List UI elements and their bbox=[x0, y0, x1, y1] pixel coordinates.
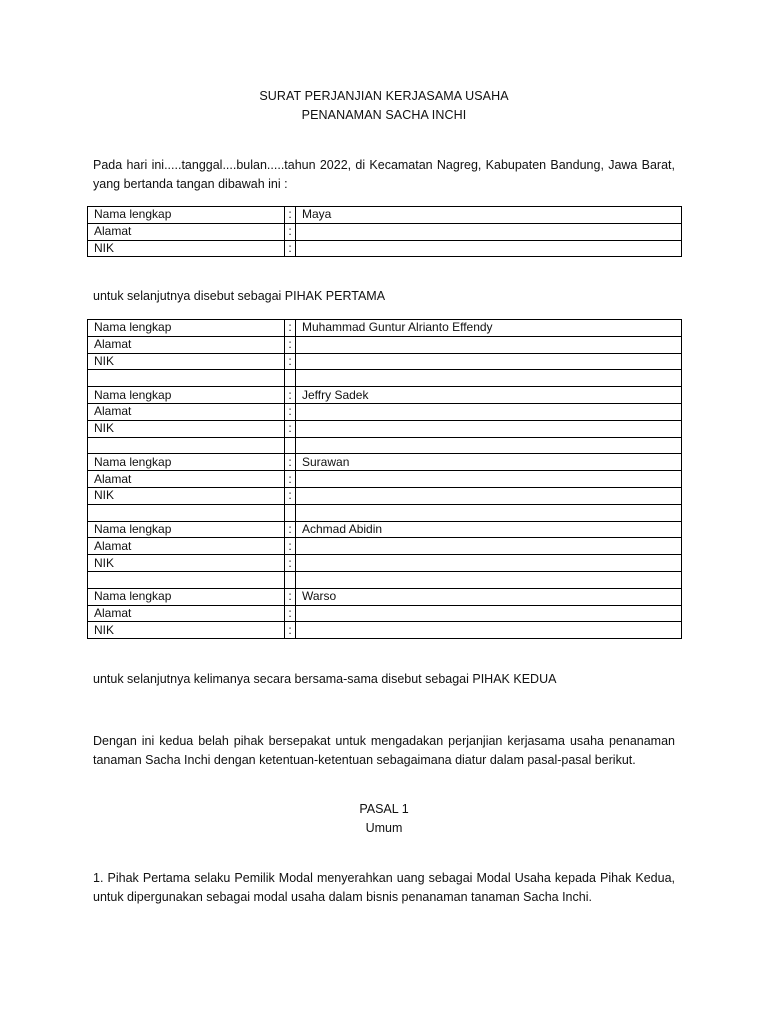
colon: : bbox=[285, 487, 296, 504]
name-label: Nama lengkap bbox=[88, 588, 285, 605]
address-value bbox=[296, 605, 682, 622]
spacer-row bbox=[88, 437, 682, 454]
address-value bbox=[296, 538, 682, 555]
address-value bbox=[296, 336, 682, 353]
table-row bbox=[88, 420, 682, 437]
address-value bbox=[296, 223, 682, 240]
nik-value bbox=[296, 240, 682, 257]
colon: : bbox=[285, 555, 296, 572]
document-title-line-2: PENANAMAN SACHA INCHI bbox=[301, 108, 467, 122]
spacer-row bbox=[88, 370, 682, 387]
colon: : bbox=[285, 223, 296, 240]
nik-value bbox=[296, 487, 682, 504]
table-row bbox=[88, 521, 682, 538]
nik-value bbox=[296, 353, 682, 370]
address-label: Alamat bbox=[88, 403, 285, 420]
name-label: Nama lengkap bbox=[88, 207, 285, 224]
address-label: Alamat bbox=[88, 336, 285, 353]
table-row bbox=[88, 605, 682, 622]
colon: : bbox=[285, 387, 296, 404]
spacer-row bbox=[88, 504, 682, 521]
table-row bbox=[88, 538, 682, 555]
address-label: Alamat bbox=[88, 605, 285, 622]
colon: : bbox=[285, 336, 296, 353]
name-label: Nama lengkap bbox=[88, 320, 285, 337]
name-value: Achmad Abidin bbox=[296, 521, 682, 538]
address-value bbox=[296, 403, 682, 420]
colon: : bbox=[285, 420, 296, 437]
table-row bbox=[88, 487, 682, 504]
nik-value bbox=[296, 555, 682, 572]
table-row bbox=[88, 387, 682, 404]
table-row bbox=[88, 207, 682, 224]
colon: : bbox=[285, 471, 296, 488]
address-label: Alamat bbox=[88, 471, 285, 488]
nik-label: NIK bbox=[88, 487, 285, 504]
colon: : bbox=[285, 403, 296, 420]
name-label: Nama lengkap bbox=[88, 454, 285, 471]
nik-value bbox=[296, 420, 682, 437]
name-label: Nama lengkap bbox=[88, 521, 285, 538]
address-label: Alamat bbox=[88, 223, 285, 240]
nik-label: NIK bbox=[88, 555, 285, 572]
pihak-pertama-caption: untuk selanjutnya disebut sebagai PIHAK PERTAMA bbox=[93, 289, 386, 303]
pihak-pertama-table bbox=[87, 206, 682, 257]
nik-label: NIK bbox=[88, 420, 285, 437]
colon: : bbox=[285, 353, 296, 370]
agreement-paragraph: Dengan ini kedua belah pihak bersepakat untuk mengadakan perjanjian kerjasama usaha penanaman tanaman Sacha Inchi dengan ketentuan-ketentuan sebagaimana diatur dalam pasal-pasal berikut. bbox=[93, 734, 675, 767]
pasal-heading: Umum bbox=[365, 821, 403, 835]
address-label: Alamat bbox=[88, 538, 285, 555]
intro-paragraph: Pada hari ini.....tanggal....bulan.....tahun 2022, di Kecamatan Nagreg, Kabupaten Bandung, Jawa Barat, yang bertanda tangan dibawah ini : bbox=[93, 158, 675, 191]
colon: : bbox=[285, 207, 296, 224]
clause-1-paragraph: 1. Pihak Pertama selaku Pemilik Modal menyerahkan uang sebagai Modal Usaha kepada Pihak Kedua, untuk dipergunakan sebagai modal usaha dalam bisnis penanaman tanaman Sacha Inchi. bbox=[93, 871, 675, 904]
name-value: Jeffry Sadek bbox=[296, 387, 682, 404]
pihak-kedua-caption: untuk selanjutnya kelimanya secara bersama-sama disebut sebagai PIHAK KEDUA bbox=[93, 672, 557, 686]
colon: : bbox=[285, 320, 296, 337]
nik-label: NIK bbox=[88, 240, 285, 257]
nik-label: NIK bbox=[88, 353, 285, 370]
spacer-row bbox=[88, 571, 682, 588]
name-value: Surawan bbox=[296, 454, 682, 471]
colon: : bbox=[285, 538, 296, 555]
table-row bbox=[88, 353, 682, 370]
table-row bbox=[88, 588, 682, 605]
pihak-kedua-table bbox=[87, 319, 682, 639]
colon: : bbox=[285, 622, 296, 639]
colon: : bbox=[285, 521, 296, 538]
table-row bbox=[88, 223, 682, 240]
colon: : bbox=[285, 240, 296, 257]
nik-label: NIK bbox=[88, 622, 285, 639]
table-row bbox=[88, 336, 682, 353]
table-row bbox=[88, 320, 682, 337]
table-row bbox=[88, 555, 682, 572]
name-value: Maya bbox=[296, 207, 682, 224]
table-row bbox=[88, 622, 682, 639]
table-row bbox=[88, 454, 682, 471]
colon: : bbox=[285, 454, 296, 471]
pasal-number: PASAL 1 bbox=[359, 802, 409, 816]
address-value bbox=[296, 471, 682, 488]
table-row bbox=[88, 471, 682, 488]
table-row bbox=[88, 240, 682, 257]
name-value: Warso bbox=[296, 588, 682, 605]
colon: : bbox=[285, 605, 296, 622]
table-row bbox=[88, 403, 682, 420]
name-label: Nama lengkap bbox=[88, 387, 285, 404]
name-value: Muhammad Guntur Alrianto Effendy bbox=[296, 320, 682, 337]
nik-value bbox=[296, 622, 682, 639]
colon: : bbox=[285, 588, 296, 605]
document-title-line-1: SURAT PERJANJIAN KERJASAMA USAHA bbox=[259, 89, 509, 103]
